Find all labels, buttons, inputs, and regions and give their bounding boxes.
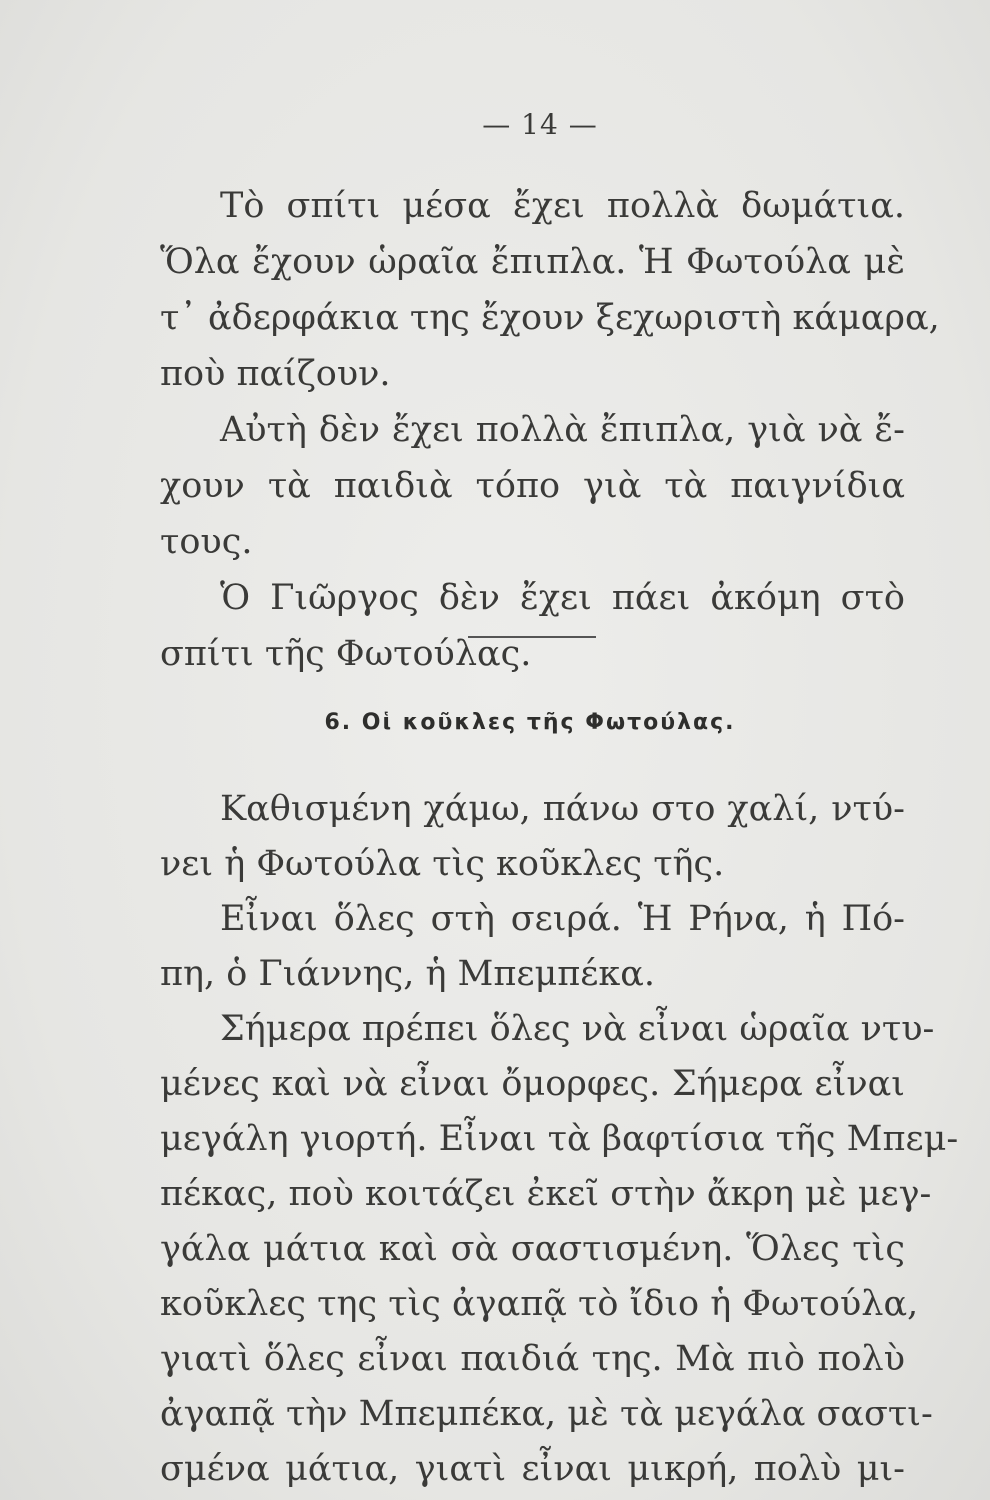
paragraph-1: [160, 178, 940, 682]
text-line: τους.: [160, 522, 253, 562]
text-line: κοῦκλες της τὶς ἀγαπᾷ τὸ ἴδιο ἡ Φωτούλα,: [160, 1284, 919, 1324]
text-line: σπίτι τῆς Φωτούλας.: [160, 634, 532, 674]
text-line: Ὁ Γιῶργος δὲν ἔχει πάει ἀκόμη στὸ: [220, 578, 905, 618]
text-line: νει ἡ Φωτούλα τὶς κοῦκλες τῆς.: [160, 844, 725, 884]
text-line: πη, ὁ Γιάννης, ἡ Μπεμπέκα.: [160, 954, 656, 994]
text-line: Τὸ σπίτι μέσα ἔχει πολλὰ δωμάτια.: [220, 186, 905, 226]
text-line: πέκας, ποὺ κοιτάζει ἐκεῖ στὴν ἄκρη μὲ μεγ-: [160, 1174, 932, 1214]
paragraph-2: [160, 782, 959, 1497]
text-line: ἀγαπᾷ τὴν Μπεμπέκα, μὲ τὰ μεγάλα σαστι-: [160, 1394, 933, 1434]
text-line: Ὅλα ἔχουν ὡραῖα ἔπιπλα. Ἡ Φωτούλα μὲ: [160, 242, 905, 282]
text-line: Καθισμένη χάμω, πάνω στο χαλί, ντύ-: [220, 789, 905, 829]
text-line: τ᾽ ἀδερφάκια της ἔχουν ξεχωριστὴ κάμαρα,: [160, 298, 940, 338]
text-line: γιατὶ ὅλες εἶναι παιδιά της. Μὰ πιὸ πολὺ: [160, 1339, 905, 1379]
text-line: Εἶναι ὅλες στὴ σειρά. Ἡ Ρήνα, ἡ Πό-: [220, 899, 905, 939]
text-line: σμένα μάτια, γιατὶ εἶναι μικρή, πολὺ μι-: [160, 1449, 905, 1489]
text-line: μεγάλη γιορτή. Εἶναι τὰ βαφτίσια τῆς Μπεμ-: [160, 1119, 959, 1159]
text-line: χουν τὰ παιδιὰ τόπο γιὰ τὰ παιγνίδια: [160, 466, 905, 506]
section-heading: 6. Οἱ κοῦκλες τῆς Φωτούλας.: [324, 710, 736, 735]
text-line: γάλα μάτια καὶ σὰ σαστισμένη. Ὅλες τὶς: [160, 1229, 905, 1269]
text-line: Σήμερα πρέπει ὅλες νὰ εἶναι ὡραῖα ντυ-: [220, 1009, 935, 1049]
page-number: — 14 —: [482, 108, 598, 141]
text-line: μένες καὶ νὰ εἶναι ὄμορφες. Σήμερα εἶναι: [160, 1064, 905, 1104]
section-divider: [468, 636, 596, 638]
text-line: ποὺ παίζουν.: [160, 354, 391, 394]
text-line: Αὐτὴ δὲν ἔχει πολλὰ ἔπιπλα, γιὰ νὰ ἔ-: [220, 410, 905, 450]
